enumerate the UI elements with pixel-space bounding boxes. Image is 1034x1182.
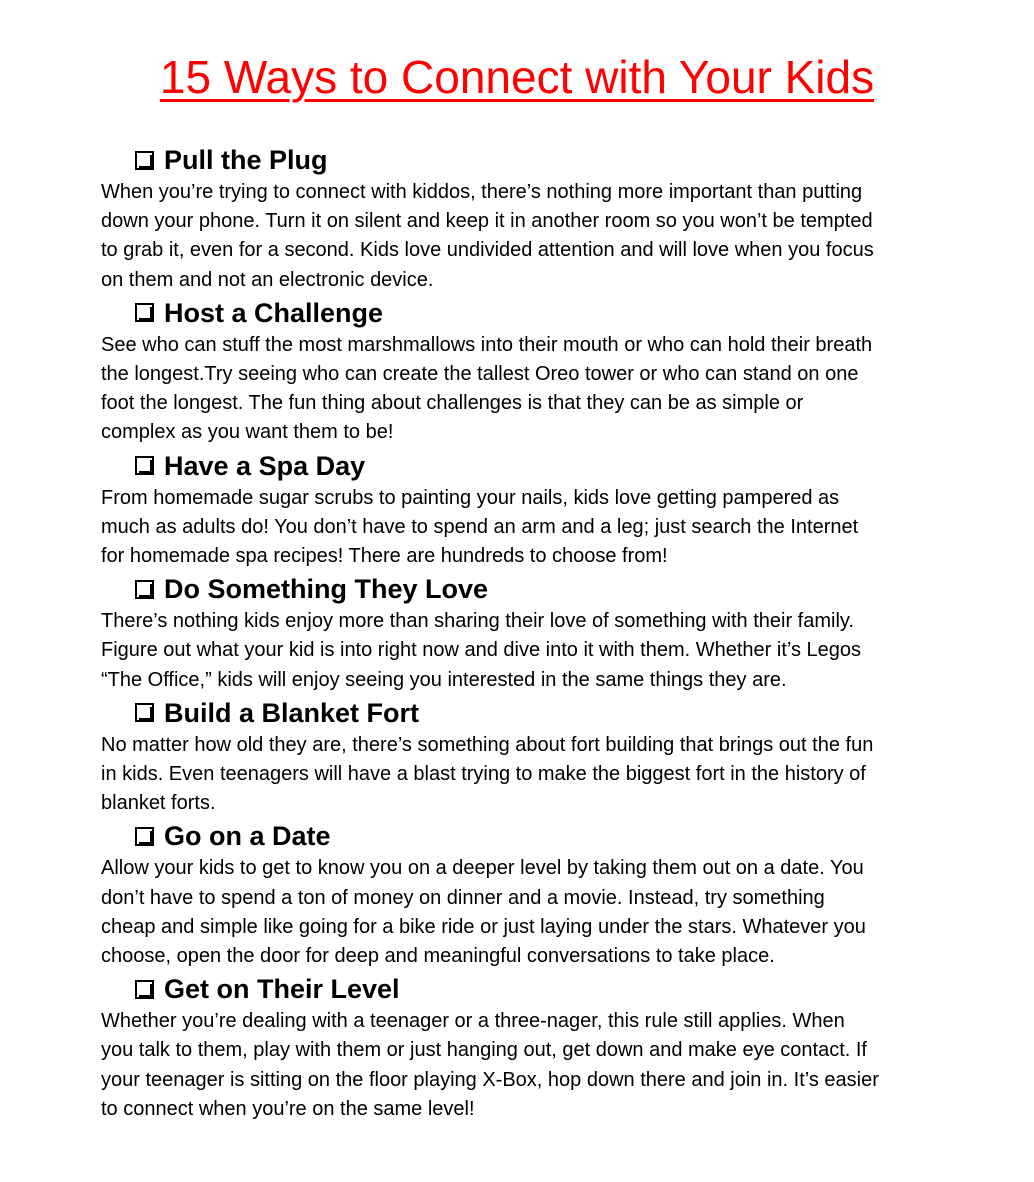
tip-section — [101, 971, 941, 1124]
checkbox-icon — [135, 703, 154, 722]
checkbox-icon — [135, 827, 154, 846]
checkbox-icon — [135, 580, 154, 599]
tip-body: Allow your kids to get to know you on a deeper level by taking them out on a date. You don’t have to spend a ton of money on dinner and a movie. Instead, try something cheap and simple like going for a bike ride or just laying under the stars. Whatever you choose, open the door for deep and meaningful conversations to take place. — [101, 857, 866, 968]
checkbox-icon — [135, 303, 154, 322]
tips-list — [101, 142, 941, 1124]
checkbox-icon — [135, 980, 154, 999]
tip-heading — [135, 571, 941, 607]
tip-section — [101, 295, 941, 448]
tip-section — [101, 818, 941, 971]
tip-heading-text: Get on Their Level — [164, 974, 400, 1005]
tip-heading — [135, 971, 941, 1007]
tip-section — [101, 142, 941, 295]
tip-body: There’s nothing kids enjoy more than sharing their love of something with their family. Figure out what your kid is into right now and dive into it with them. Whether it’s Legos “The Office,” kids will enjoy seeing you interested in the same things they are. — [101, 610, 862, 691]
checkbox-icon — [135, 151, 154, 170]
tip-section — [101, 571, 941, 695]
tip-section — [101, 695, 941, 819]
tip-heading — [135, 448, 941, 484]
tip-heading — [135, 142, 941, 178]
checkbox-icon — [135, 456, 154, 475]
tip-body: See who can stuff the most marshmallows into their mouth or who can hold their breath the longest.Try seeing who can create the tallest Oreo tower or who can stand on one foot the longest. The fun thing about challenges is that they can be as simple or complex as you want them to be! — [101, 333, 873, 444]
tip-heading-text: Go on a Date — [164, 821, 331, 852]
tip-heading-text: Do Something They Love — [164, 574, 489, 605]
tip-heading — [135, 295, 941, 331]
tip-body: Whether you’re dealing with a teenager or a three-nager, this rule still applies. When you talk to them, play with them or just hanging out, get down and make eye contact. If your teenager is sitting on the floor playing X-Box, hop down there and join in. It’s easier to connect when you’re on the same level! — [101, 1010, 879, 1120]
tip-heading — [135, 695, 941, 731]
tip-heading-text: Have a Spa Day — [164, 450, 366, 481]
tip-body: When you’re trying to connect with kiddos, there’s nothing more important than putting down your phone. Turn it on silent and keep it in another room so you won’t be tempted to grab it, even for a second. Kids love undivided attention and will love when you focus on them and not an electronic device. — [101, 181, 874, 291]
tip-heading — [135, 818, 941, 854]
tip-heading-text: Pull the Plug — [164, 145, 328, 175]
page-title: 15 Ways to Connect with Your Kids — [159, 51, 875, 103]
tip-section — [101, 448, 941, 572]
tip-body: No matter how old they are, there’s something about fort building that brings out the fun in kids. Even teenagers will have a blast trying to make the biggest fort in the history of blanket forts. — [101, 733, 874, 815]
tip-body: From homemade sugar scrubs to painting your nails, kids love getting pampered as much as adults do! You don’t have to spend an arm and a leg; just search the Internet for homemade spa recipes! There are hundreds to choose from! — [101, 486, 859, 568]
tip-heading-text: Host a Challenge — [164, 297, 384, 328]
tip-heading-text: Build a Blanket Fort — [164, 697, 420, 728]
